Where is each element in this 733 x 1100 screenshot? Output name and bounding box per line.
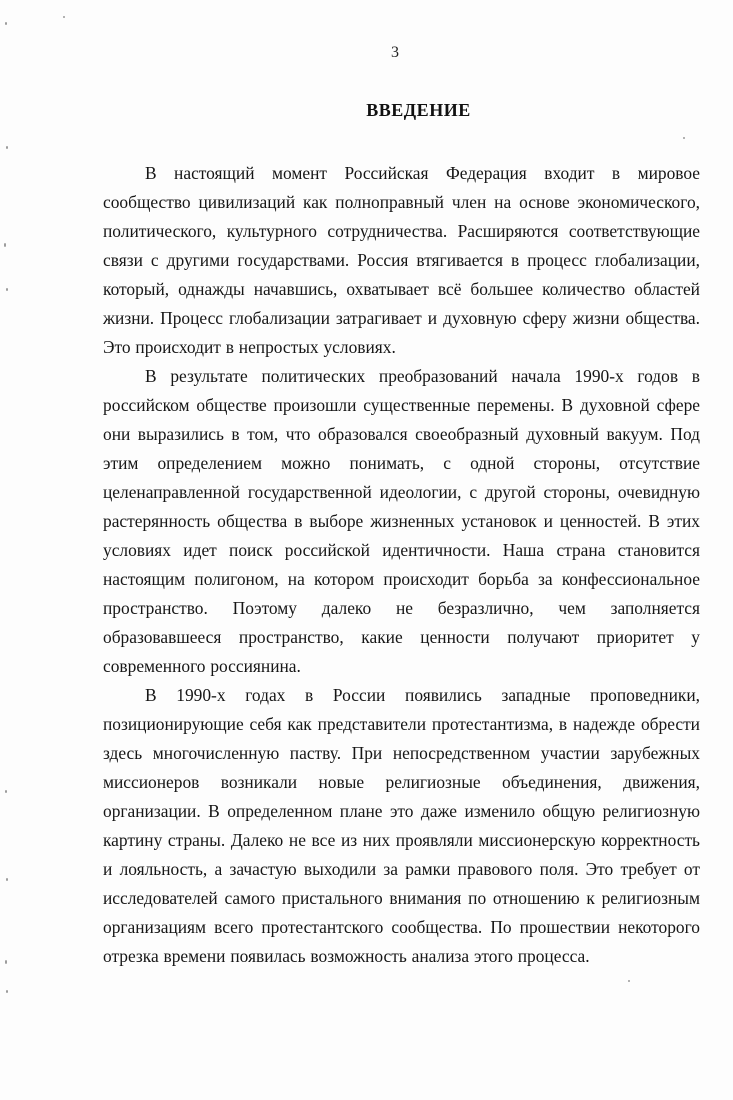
paragraph-1: В настоящий момент Российская Федерация входит в мировое сообщество цивилизаций как полноправный член на основе экономического, политического, культурного сотрудничества. Расширяются соответствующие связи с другими государствами. Россия втягивается в процесс глобализации, который, однажды начавшись, охватывает всё большее количество областей жизни. Процесс глобализации затрагивает и духовную сферу жизни общества. Это происходит в непростых условиях. (103, 163, 700, 357)
scan-speck (5, 22, 7, 25)
scan-speck (683, 137, 685, 139)
scan-speck (5, 960, 7, 964)
section-heading: ВВЕДЕНИЕ (366, 100, 471, 120)
scan-speck (6, 146, 8, 149)
scan-speck (6, 878, 8, 881)
body-text (103, 159, 700, 971)
page-number: 3 (391, 44, 399, 61)
scan-speck (6, 990, 8, 993)
paragraph-2: В результате политических преобразований начала 1990-х годов в российском обществе произошли существенные перемены. В духовной сфере они выразились в том, что образовался своеобразный духовный вакуум. Под этим определением можно понимать, с одной стороны, отсутствие целенаправленной государственной идеологии, с другой стороны, очевидную растерянность общества в выборе жизненных установок и ценностей. В этих условиях идет поиск российской идентичности. Наша страна становится настоящим полигоном, на котором происходит борьба за конфессиональное пространство. Поэтому далеко не безразлично, чем заполняется образовавшееся пространство, какие ценности получают приоритет у современного россиянина. (103, 366, 700, 676)
scan-speck (628, 980, 630, 982)
scan-speck (63, 16, 65, 18)
scan-speck (5, 790, 7, 793)
scan-speck (4, 243, 6, 247)
scan-speck (6, 288, 8, 291)
paragraph-3: В 1990-х годах в России появились западные проповедники, позиционирующие себя как представители протестантизма, в надежде обрести здесь многочисленную паству. При непосредственном участии зарубежных миссионеров возникали новые религиозные объединения, движения, организации. В определенном плане это даже изменило общую религиозную картину страны. Далеко не все из них проявляли миссионерскую корректность и лояльность, а зачастую выходили за рамки правового поля. Это требует от исследователей самого пристального внимания по отношению к религиозным организациям всего протестантского сообщества. По прошествии некоторого отрезка времени появилась возможность анализа этого процесса. (103, 685, 700, 966)
